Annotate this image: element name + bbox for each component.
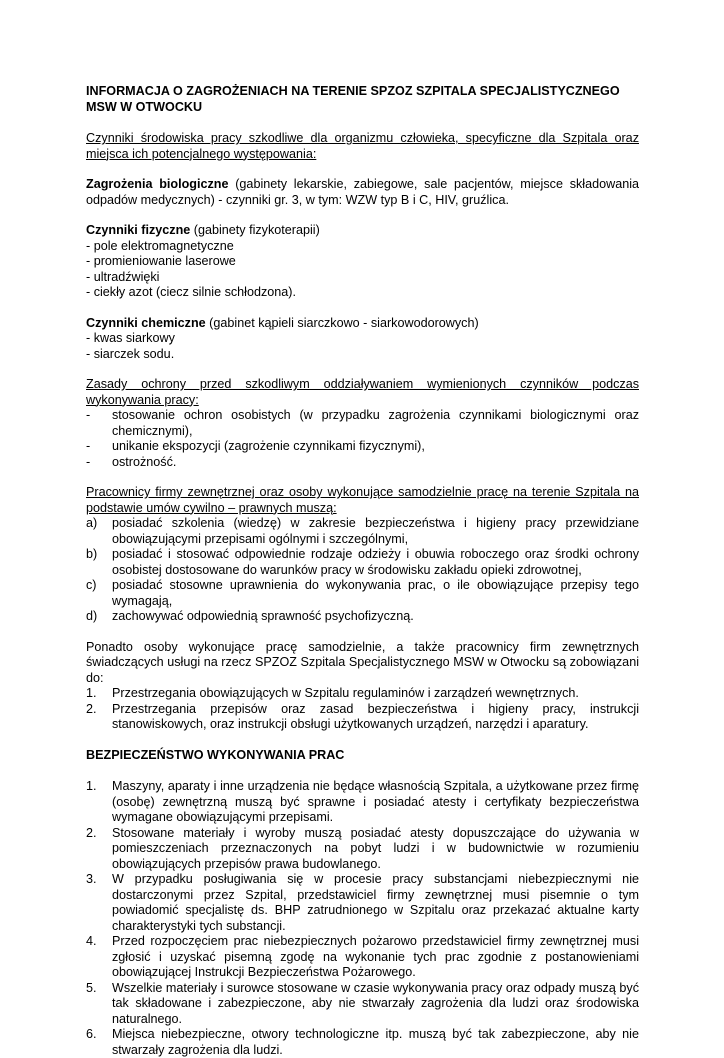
list-item: 3. W przypadku posługiwania się w procesie pracy substancjami niebezpiecznymi nie dostarczonymi przez Szpital, przedstawiciel firmy zewnętrznej musi pisemnie o tym powiadomić specjalistę ds. BHP zatrudnionego w Szpitalu oraz przekazać aktualne karty charakterystyki tych substancji. <box>86 872 639 933</box>
list-item: - ciekły azot (ciecz silnie schłodzona). <box>86 285 296 299</box>
list-item: - ultradźwięki <box>86 269 160 284</box>
list-item: - siarczek sodu. <box>86 346 175 361</box>
obligations-text: Ponadto osoby wykonujące pracę samodzielnie, a także pracownicy firm zewnętrznych świadczących usługi na rzecz SPZOZ Szpitala Specjalistycznego MSW w Otwocku są zobowiązani do: <box>86 639 639 685</box>
physical-section <box>86 223 639 301</box>
list-item: - kwas siarkowy <box>86 331 175 345</box>
document-page <box>86 84 639 1058</box>
safety-heading: BEZPIECZEŃSTWO WYKONYWANIA PRAC <box>86 747 345 762</box>
obligations-section <box>86 640 639 733</box>
biological-label: Zagrożenia biologiczne <box>86 177 229 191</box>
biological-text: (gabinety lekarskie, zabiegowe, sale pacjentów, miejsce składowania odpadów medycznych) - czynniki gr. 3, w tym: WZW typ B i C, HIV, gruźlica. <box>86 177 639 207</box>
list-item: b) posiadać i stosować odpowiednie rodzaje odzieży i obuwia roboczego oraz środki ochrony osobistej dostosowane do warunków pracy w środowisku zakładu opieki zdrowotnej, <box>86 547 639 577</box>
physical-label: Czynniki fizyczne <box>86 223 191 237</box>
list-item: 2. Stosowane materiały i wyroby muszą posiadać atesty dopuszczające do używania w pomieszczeniach przeznaczonych na pobyt ludzi i w budownictwie w rozumieniu obowiązujących przepisów prawa budowlanego. <box>86 825 639 871</box>
list-item: 2. Przestrzegania przepisów oraz zasad bezpieczeństwa i higieny pracy, instrukcji stanowiskowych, oraz instrukcji obsługi użytkowanych urządzeń, narzędzi i aparatury. <box>86 701 639 731</box>
intro-text: Czynniki środowiska pracy szkodliwe dla organizmu człowieka, specyficzne dla Szpitala oraz miejsca ich potencjalnego występowania: <box>86 131 639 161</box>
list-item: - promieniowanie laserowe <box>86 254 236 268</box>
list-item: 1. Maszyny, aparaty i inne urządzenia nie będące własnością Szpitala, a użytkowane przez firmę (osobę) zewnętrzną muszą być sprawne i posiadać atesty i certyfikaty bezpieczeństwa wymagane obowiązującymi przepisami. <box>86 779 639 824</box>
list-item: - stosowanie ochron osobistych (w przypadku zagrożenia czynnikami biologicznymi oraz chemicznymi), <box>86 408 639 438</box>
protection-section <box>86 377 639 470</box>
list-item: d) zachowywać odpowiednią sprawność psychofizyczną. <box>86 609 414 623</box>
chemical-section <box>86 316 639 363</box>
physical-text: (gabinety fizykoterapii) <box>190 223 320 237</box>
chemical-text: (gabinet kąpieli siarczkowo - siarkowodorowych) <box>205 315 479 330</box>
chemical-label: Czynniki chemiczne <box>86 315 206 330</box>
biological-section <box>86 177 639 208</box>
list-item: - unikanie ekspozycji (zagrożenie czynnikami fizycznymi), <box>86 439 425 453</box>
list-item: 4. Przed rozpoczęciem prac niebezpiecznych pożarowo przedstawiciel firmy zewnętrznej musi zgłosić i uzyskać pisemną zgodę na wykonanie tych prac zgodnie z postanowieniami obowiązującej Instrukcji Bezpieczeństwa Pożarowego. <box>86 934 639 979</box>
list-item: a) posiadać szkolenia (wiedzę) w zakresie bezpieczeństwa i higieny pracy przewidziane obowiązującymi przepisami ogólnymi i szczególnymi, <box>86 516 639 546</box>
protection-heading: Zasady ochrony przed szkodliwym oddziaływaniem wymienionych czynników podczas wykonywania pracy: <box>86 377 639 407</box>
list-item: 5. Wszelkie materiały i surowce stosowane w czasie wykonywania pracy oraz odpady muszą być tak składowane i zabezpieczone, aby nie stwarzały zagrożenia dla ludzi oraz środowiska naturalnego. <box>86 980 639 1026</box>
workers-section <box>86 485 639 625</box>
list-item: - ostrożność. <box>86 454 177 469</box>
list-item: - pole elektromagnetyczne <box>86 238 234 253</box>
list-item: 1. Przestrzegania obowiązujących w Szpitalu regulaminów i zarządzeń wewnętrznych. <box>86 686 579 700</box>
safety-section <box>86 779 639 1058</box>
document-title: INFORMACJA O ZAGROŻENIACH NA TERENIE SPZOZ SZPITALA SPECJALISTYCZNEGO MSW W OTWOCKU <box>86 84 620 114</box>
list-item: c) posiadać stosowne uprawnienia do wykonywania prac, o ile obowiązujące przepisy tego wymagają, <box>86 578 639 608</box>
list-item: 6. Miejsca niebezpieczne, otwory technologiczne itp. muszą być tak zabezpieczone, aby nie stwarzały zagrożenia dla ludzi. <box>86 1027 639 1057</box>
workers-heading: Pracownicy firmy zewnętrznej oraz osoby wykonujące samodzielnie pracę na terenie Szpitala na podstawie umów cywilno – prawnych muszą: <box>86 485 639 515</box>
